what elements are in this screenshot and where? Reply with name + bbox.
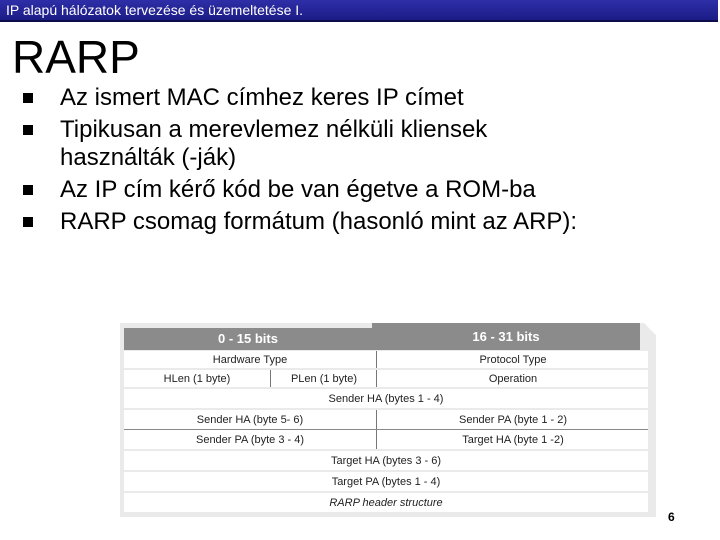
rarp-header-figure bbox=[120, 323, 656, 517]
bullet-text: Tipikusan a merevlemez nélküli kliensek bbox=[60, 116, 488, 143]
bullet-text: használták (-ják) bbox=[60, 144, 237, 171]
bullet-item bbox=[18, 176, 708, 204]
bullet-text: RARP csomag formátum (hasonló mint az ARP): bbox=[60, 208, 578, 235]
field-sender-ha-5-6: Sender HA (byte 5- 6) bbox=[196, 413, 304, 426]
field-hlen: HLen (1 byte) bbox=[163, 372, 231, 385]
figure-caption: RARP header structure bbox=[329, 496, 443, 509]
field-target-ha-3-6: Target HA (bytes 3 - 6) bbox=[330, 454, 442, 467]
field-target-ha-1-2: Target HA (byte 1 -2) bbox=[376, 430, 649, 449]
header-row bbox=[124, 472, 648, 491]
bits-header-right: 16 - 31 bits bbox=[372, 323, 640, 350]
field-sender-ha-1-4: Sender HA (bytes 1 - 4) bbox=[328, 392, 444, 405]
slide-title: RARP bbox=[12, 31, 140, 83]
bullet-item bbox=[18, 116, 708, 144]
field-operation: Operation bbox=[376, 370, 649, 387]
bullet-text: Az IP cím kérő kód be van égetve a ROM-ba bbox=[60, 176, 536, 203]
bullet-text: Az ismert MAC címhez keres IP címet bbox=[60, 84, 464, 111]
bullet-continuation bbox=[18, 144, 708, 172]
course-title: IP alapú hálózatok tervezése és üzemeltetése I. bbox=[6, 2, 304, 18]
figure-corner bbox=[644, 323, 656, 335]
row-divider bbox=[376, 429, 648, 430]
square-bullet-icon bbox=[23, 125, 33, 135]
caption-row bbox=[124, 493, 648, 512]
header-row bbox=[124, 410, 648, 449]
field-target-pa-1-4: Target PA (bytes 1 - 4) bbox=[331, 475, 441, 488]
bullet-list bbox=[18, 84, 708, 240]
field-sender-pa-3-4: Sender PA (byte 3 - 4) bbox=[195, 433, 305, 446]
square-bullet-icon bbox=[23, 217, 33, 227]
bullet-item bbox=[18, 208, 708, 236]
square-bullet-icon bbox=[23, 185, 33, 195]
header-row bbox=[124, 451, 648, 470]
header-row bbox=[124, 389, 648, 408]
header-row bbox=[124, 351, 648, 368]
field-hardware-type: Hardware Type bbox=[212, 353, 288, 366]
bullet-item bbox=[18, 84, 708, 112]
course-header-bar bbox=[0, 0, 718, 22]
page-number: 6 bbox=[668, 510, 675, 524]
square-bullet-icon bbox=[23, 93, 33, 103]
field-sender-pa-1-2: Sender PA (byte 1 - 2) bbox=[376, 410, 649, 429]
field-plen: PLen (1 byte) bbox=[270, 370, 377, 387]
field-protocol-type: Protocol Type bbox=[376, 351, 649, 368]
header-row bbox=[124, 370, 648, 387]
bits-header-left: 0 - 15 bits bbox=[124, 328, 372, 350]
